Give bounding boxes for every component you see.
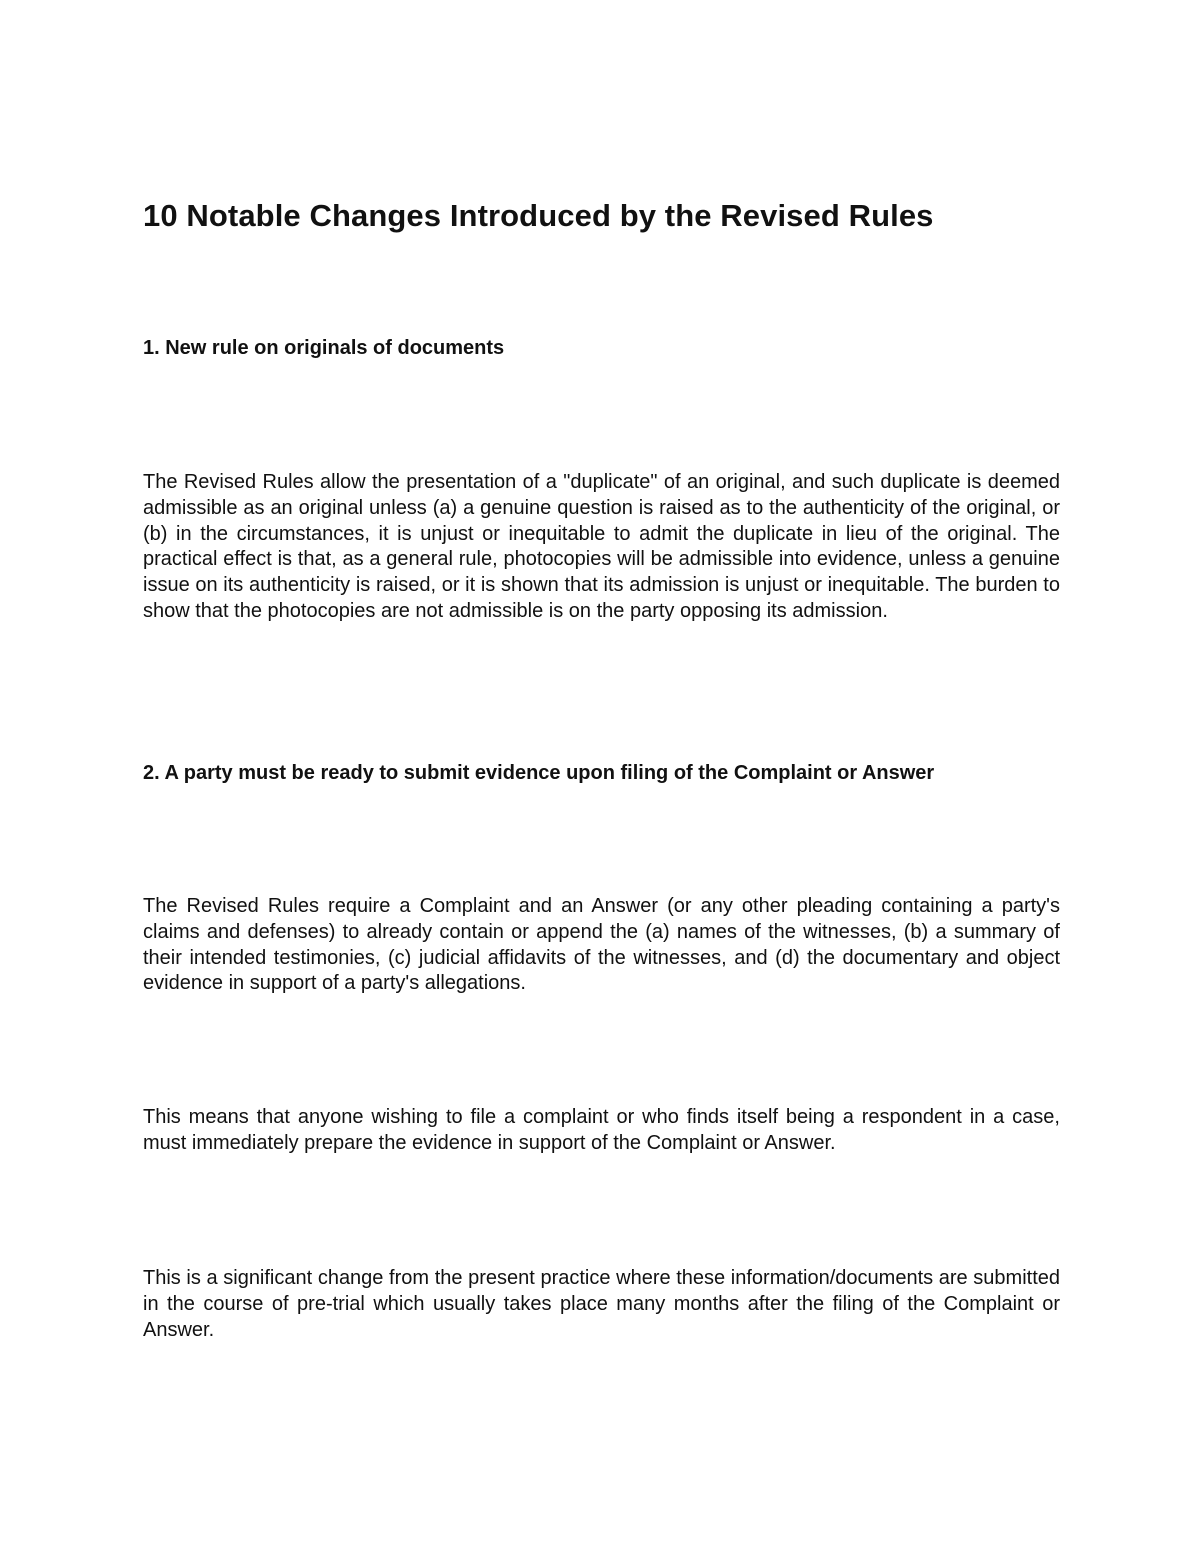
section-2-paragraph-1: The Revised Rules require a Complaint and an Answer (or any other pleading containing a party's claims and defenses) to already contain or append the (a) names of the witnesses, (b) a summary of their intended testimonies, (c) judicial affidavits of the witnesses, and (d) the documentary and object evidence in support of a party's allegations.	[143, 895, 1060, 995]
section-1-paragraph-1: The Revised Rules allow the presentation of a "duplicate" of an original, and such duplicate is deemed admissible as an original unless (a) a genuine question is raised as to the authenticity of the original, or (b) in the circumstances, it is unjust or inequitable to admit the duplicate in lieu of the original. The practical effect is that, as a general rule, photocopies will be admissible into evidence, unless a genuine issue on its authenticity is raised, or it is shown that its admission is unjust or inequitable. The burden to show that the photocopies are not admissible is on the party opposing its admission.	[143, 471, 1060, 622]
section-2-heading: 2. A party must be ready to submit evidence upon filing of the Complaint or Answer	[143, 762, 935, 784]
section-2-paragraph-2: This means that anyone wishing to file a complaint or who finds itself being a respondent in a case, must immediately prepare the evidence in support of the Complaint or Answer.	[143, 1106, 1060, 1154]
section-1-heading: 1. New rule on originals of documents	[143, 337, 505, 359]
section-2-paragraph-3: This is a significant change from the present practice where these information/documents are submitted in the course of pre-trial which usually takes place many months after the filing of the Complaint or Answer.	[143, 1267, 1060, 1341]
document-title: 10 Notable Changes Introduced by the Revised Rules	[143, 198, 934, 233]
